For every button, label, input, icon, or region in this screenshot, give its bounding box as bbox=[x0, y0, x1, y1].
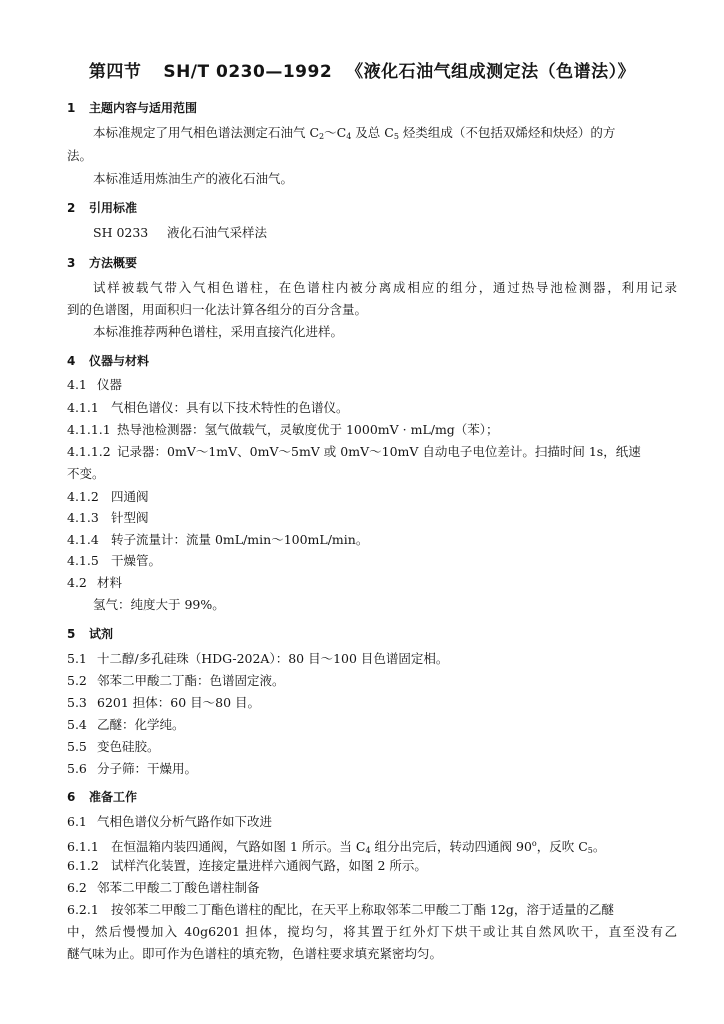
item-6-2: 6.2 邻苯二甲酸二丁酸色谱柱制备 bbox=[67, 880, 260, 895]
item-6-2-1: 6.2.1 按邻苯二甲酸二丁酯色谱柱的配比，在天平上称取邻苯二甲酸二丁酯 12g，溶于适量的乙醚 bbox=[67, 902, 614, 917]
item-4-1-1: 4.1.1 气相色谱仪：具有以下技术特性的色谱仪。 bbox=[67, 400, 349, 415]
item-6-1-1: 6.1.1 在恒温箱内装四通阀，气路如图 1 所示。当 $C_4$ 组分出完后，转动四通阀 90$^o$，反吹 $C_5$。 bbox=[67, 839, 606, 855]
item-4-1-1-2: 4.1.1.2 记录器：0mV～1mV、0mV～5mV 或 0mV～10mV 自动电子电位差计。扫描时间 1s，纸速 bbox=[67, 444, 641, 459]
item-4-1-2: 4.1.2 四通阀 bbox=[67, 489, 149, 504]
section-1-para-2: 本标准适用炼油生产的液化石油气。 bbox=[93, 171, 294, 186]
item-4-1-5: 4.1.5 干燥管。 bbox=[67, 553, 162, 568]
section-3-para-1: 试样被载气带入气相色谱柱，在色谱柱内被分离成相应的组分，通过热导池检测器，利用记录 bbox=[93, 280, 677, 295]
item-4-2: 4.2 材料 bbox=[67, 575, 123, 590]
section-4-heading: 4 仪器与材料 bbox=[67, 354, 150, 368]
item-4-1: 4.1 仪器 bbox=[67, 377, 123, 392]
item-4-1-1-1: 4.1.1.1 热导池检测器：氢气做载气，灵敏度优于 1000mV · mL/mg（苯）； bbox=[67, 422, 499, 437]
reagent-item: 5.4 乙醚：化学纯。 bbox=[67, 717, 185, 732]
reagent-item: 5.3 6201 担体：60 目～80 目。 bbox=[67, 695, 261, 710]
reference-title: 液化石油气采样法 bbox=[167, 225, 268, 240]
section-label: 第四节 bbox=[88, 62, 142, 82]
reagent-item: 5.6 分子筛：干燥用。 bbox=[67, 761, 198, 776]
section-6-heading: 6 准备工作 bbox=[67, 790, 138, 804]
section-3-heading: 3 方法概要 bbox=[67, 256, 138, 270]
section-1-heading: 1 主题内容与适用范围 bbox=[67, 101, 198, 115]
section-1-para-1-cont: 法。 bbox=[67, 148, 93, 163]
section-3-para-2: 本标准推荐两种色谱柱，采用直接汽化进样。 bbox=[93, 324, 344, 339]
item-6-1: 6.1 气相色谱仪分析气路作如下改进 bbox=[67, 814, 273, 829]
item-4-1-1-2-cont: 不变。 bbox=[67, 466, 105, 481]
page-title bbox=[0, 57, 724, 82]
reference-code: SH 0233 bbox=[93, 225, 149, 240]
item-6-2-1-cont-1: 中，然后慢慢加入 40g6201 担体，搅均匀，将其置于红外灯下烘干或让其自然风吹干，直至没有乙 bbox=[67, 924, 677, 939]
reagent-item: 5.1 十二醇/多孔硅珠（HDG-202A）：80 目～100 目色谱固定相。 bbox=[67, 651, 449, 666]
reagent-item: 5.2 邻苯二甲酸二丁酯：色谱固定液。 bbox=[67, 673, 285, 688]
item-6-1-2: 6.1.2 试样汽化装置，连接定量进样六通阀气路，如图 2 所示。 bbox=[67, 858, 427, 873]
section-5-heading: 5 试剂 bbox=[67, 627, 114, 641]
item-4-1-4: 4.1.4 转子流量计：流量 0mL/min～100mL/min。 bbox=[67, 532, 369, 547]
item-4-1-3: 4.1.3 针型阀 bbox=[67, 510, 149, 525]
item-4-2-text: 氢气：纯度大于 99%。 bbox=[93, 597, 225, 612]
standard-name: 《液化石油气组成测定法（色谱法）》 bbox=[346, 62, 636, 82]
section-1-para-1: 本标准规定了用气相色谱法测定石油气 $C_2\sim C_4$ 及总 $C_5$ 烃类组成（不包括双烯烃和炔烃）的方 bbox=[93, 125, 616, 141]
section-3-para-1-cont: 到的色谱图，用面积归一化法计算各组分的百分含量。 bbox=[67, 302, 368, 317]
item-6-2-1-cont-2: 醚气味为止。即可作为色谱柱的填充物，色谱柱要求填充紧密均匀。 bbox=[67, 946, 443, 961]
reagent-item: 5.5 变色硅胶。 bbox=[67, 739, 160, 754]
standard-number: SH/T 0230—1992 bbox=[163, 62, 333, 82]
reference-item bbox=[93, 224, 267, 242]
section-2-heading: 2 引用标准 bbox=[67, 201, 138, 215]
